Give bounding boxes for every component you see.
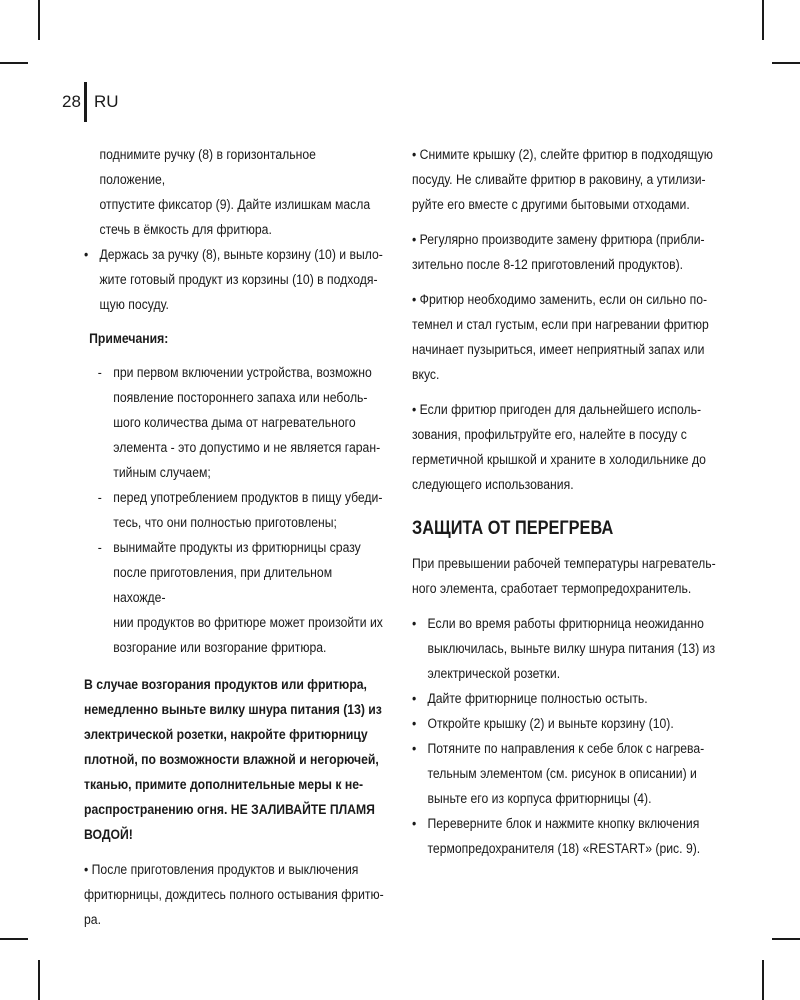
notes-title: Примечания: — [89, 331, 169, 347]
text-line: • Снимите крышку (2), слейте фритюр в подходящую — [412, 147, 713, 163]
text-line: выньте его из корпуса фритюрницы (4). — [427, 791, 652, 807]
text-line: • Если во время работы фритюрница неожиданно — [427, 616, 704, 632]
text-line: ного элемента, сработает термопредохранитель. — [412, 581, 692, 597]
text-line: возгорание или возгорание фритюра. — [113, 640, 327, 656]
text-line: • Потяните по направления к себе блок с нагрева- — [427, 741, 705, 757]
language-label: RU — [94, 92, 119, 111]
text-line: тканью, примите дополнительные меры к не- — [84, 777, 364, 793]
text-line: жите готовый продукт из корзины (10) в подходя- — [99, 272, 378, 288]
text-line: руйте его вместе с другими бытовыми отходами. — [412, 197, 690, 213]
text-line: • Фритюр необходимо заменить, если он сильно по- — [412, 292, 708, 308]
text-line: При превышении рабочей температуры нагреватель- — [412, 556, 716, 572]
text-line: поднимите ручку (8) в горизонтальное положение, — [99, 147, 316, 188]
step-item — [412, 812, 720, 862]
crop-mark — [772, 62, 800, 64]
text-line: - вынимайте продукты из фритюрницы сразу — [113, 540, 361, 556]
text-line: ра. — [84, 912, 101, 928]
text-line: • После приготовления продуктов и выключения — [84, 862, 359, 878]
text-line: тийным случаем; — [113, 465, 211, 481]
page-number: 28 — [62, 92, 81, 111]
text-line: стечь в ёмкость для фритюра. — [99, 222, 272, 238]
text-line: тельным элементом (см. рисунок в описании) и — [427, 766, 697, 782]
text-line: - перед употреблением продуктов в пищу убеди- — [113, 490, 383, 506]
crop-mark — [772, 938, 800, 940]
text-line: фритюрницы, дождитесь полного остывания фритю- — [84, 887, 384, 903]
text-line: В случае возгорания продуктов или фритюра, — [84, 677, 367, 693]
note-item — [84, 536, 385, 661]
crop-mark — [762, 0, 764, 40]
text-line: посуду. Не сливайте фритюр в раковину, а утилизи- — [412, 172, 706, 188]
paragraph — [412, 398, 720, 498]
bullet-item — [84, 243, 385, 318]
text-line: выключилась, выньте вилку шнура питания (13) из — [427, 641, 716, 657]
left-column — [84, 143, 385, 933]
paragraph — [412, 143, 720, 218]
text-line: электрической розетки, накройте фритюрницу — [84, 727, 368, 743]
crop-mark — [38, 960, 40, 1000]
text-line: после приготовления, при длительном нахожде- — [113, 565, 333, 606]
text-line: плотной, по возможности влажной и негорючей, — [84, 752, 379, 768]
text-line: тесь, что они полностью приготовлены; — [113, 515, 337, 531]
text-line: герметичной крышкой и храните в холодильнике до — [412, 452, 706, 468]
text-line: • Если фритюр пригоден для дальнейшего исполь- — [412, 402, 702, 418]
crop-mark — [38, 0, 40, 40]
section-title: ЗАЩИТА ОТ ПЕРЕГРЕВА — [412, 518, 614, 539]
paragraph — [412, 288, 720, 388]
text-line: появление постороннего запаха или неболь- — [113, 390, 368, 406]
text-line: - при первом включении устройства, возможно — [113, 365, 372, 381]
text-line: вкус. — [412, 367, 440, 383]
text-line: зительно после 8-12 приготовлений продуктов). — [412, 257, 684, 273]
crop-mark — [0, 938, 28, 940]
text-line: • Откройте крышку (2) и выньте корзину (10). — [427, 716, 674, 732]
paragraph — [412, 228, 720, 278]
after-cooking-paragraph — [84, 858, 385, 933]
text-line: отпустите фиксатор (9). Дайте излишкам масла — [99, 197, 371, 213]
text-line: немедленно выньте вилку шнура питания (13) из — [84, 702, 382, 718]
text-line: начинает пузыриться, имеет неприятный запах или — [412, 342, 705, 358]
text-line: щую посуду. — [99, 297, 169, 313]
crop-mark — [762, 960, 764, 1000]
text-line: темнел и стал густым, если при нагревании фритюр — [412, 317, 709, 333]
continuation-paragraph — [84, 143, 385, 243]
text-line: электрической розетки. — [427, 666, 561, 682]
step-item — [412, 737, 720, 812]
text-line: зования, профильтруйте его, налейте в посуду с — [412, 427, 687, 443]
text-line: следующего использования. — [412, 477, 574, 493]
right-column — [412, 143, 720, 862]
step-item — [412, 687, 720, 712]
text-line: • Переверните блок и нажмите кнопку включения — [427, 816, 700, 832]
header-divider — [84, 82, 87, 122]
text-line: термопредохранителя (18) «RESTART» (рис. 9). — [427, 841, 701, 857]
note-item — [84, 486, 385, 536]
text-line: • Держась за ручку (8), выньте корзину (10) и выло- — [99, 247, 383, 263]
text-line: шого количества дыма от нагревательного — [113, 415, 356, 431]
step-item — [412, 612, 720, 687]
text-line: распространению огня. НЕ ЗАЛИВАЙТЕ ПЛАМЯ — [84, 802, 375, 818]
note-item — [84, 361, 385, 486]
fire-warning — [84, 673, 385, 848]
step-item — [412, 712, 720, 737]
text-line: нии продуктов во фритюре может произойти их — [113, 615, 383, 631]
text-line: ВОДОЙ! — [84, 827, 133, 843]
text-line: • Регулярно производите замену фритюра (прибли- — [412, 232, 705, 248]
section-intro — [412, 552, 720, 602]
text-line: • Дайте фритюрнице полностью остыть. — [427, 691, 648, 707]
text-line: элемента - это допустимо и не является гаран- — [113, 440, 381, 456]
crop-mark — [0, 62, 28, 64]
